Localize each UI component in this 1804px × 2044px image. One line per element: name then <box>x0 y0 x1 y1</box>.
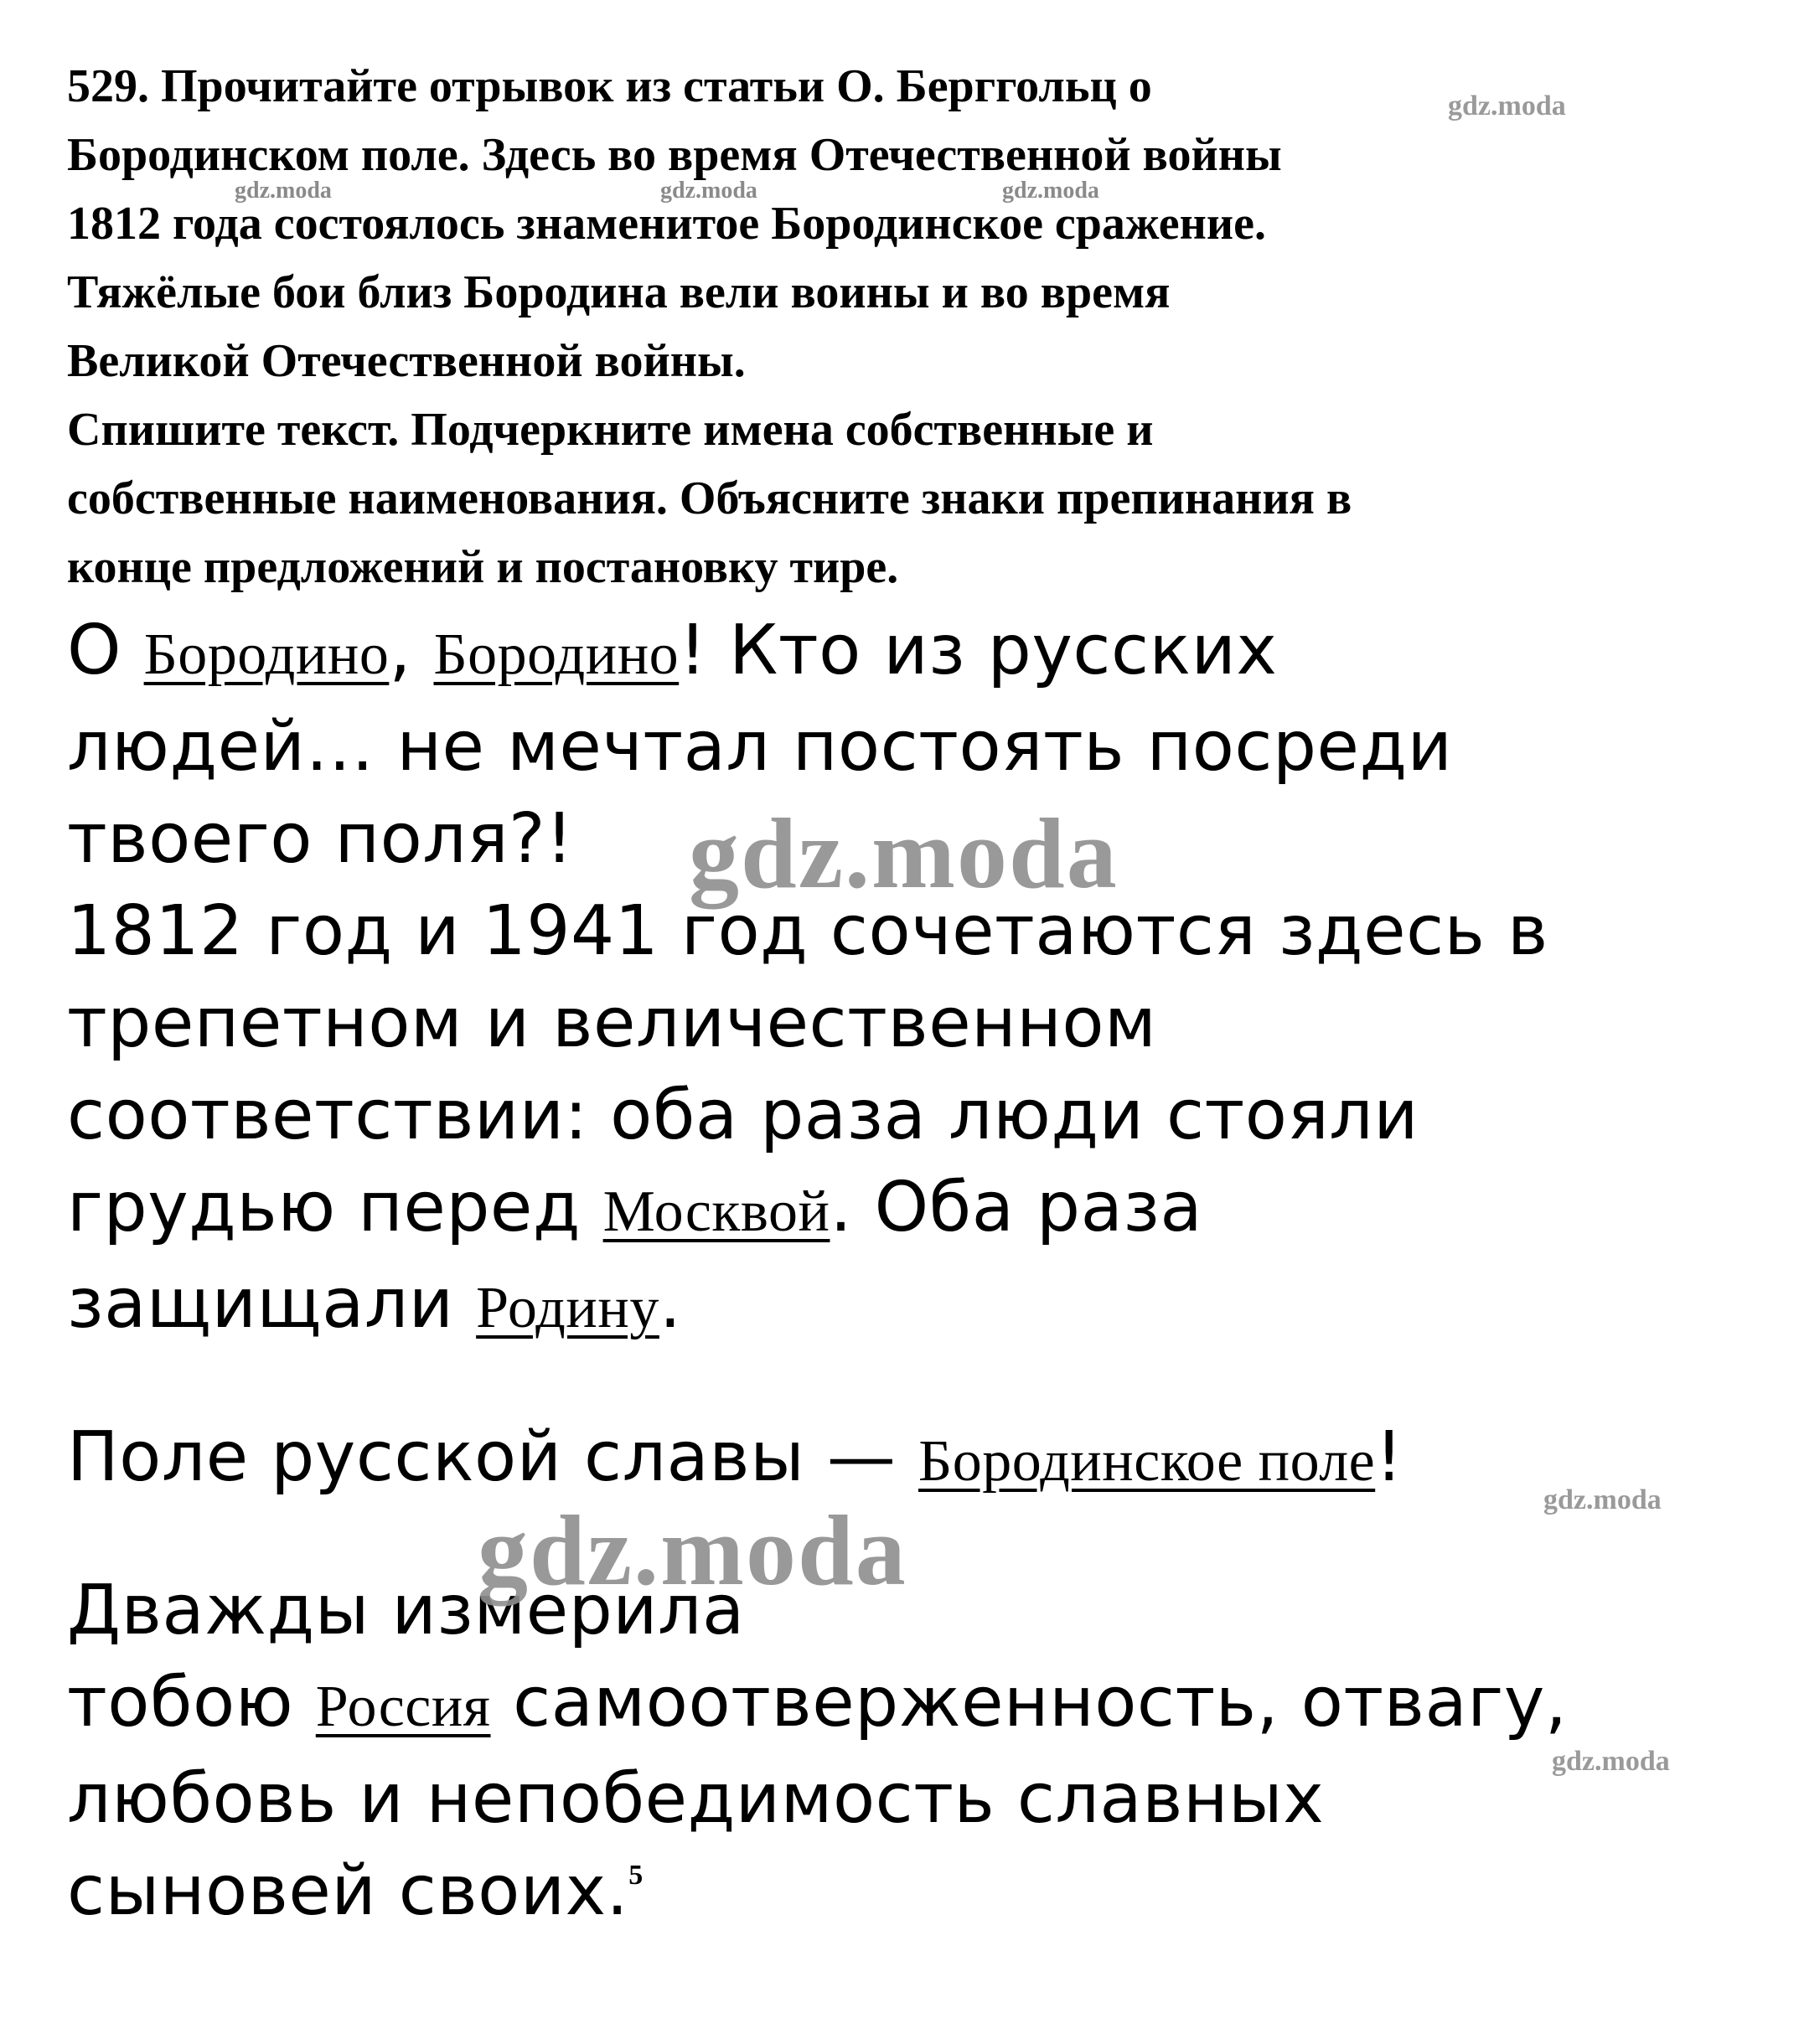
watermark: gdz.moda <box>689 797 1119 909</box>
watermark: gdz.moda <box>1002 178 1099 204</box>
exercise-line: Спишите текст. Подчеркните имена собственные и <box>67 404 1154 456</box>
proper-name-underlined: Бородинское поле <box>918 1429 1376 1494</box>
answer-line: соответствии: оба раза люди стояли <box>67 1076 1419 1155</box>
watermark: gdz.moda <box>1552 1746 1670 1777</box>
answer-line: грудью перед Москвой. Оба раза <box>67 1168 1203 1247</box>
answer-line: Поле русской славы — Бородинское поле! <box>67 1417 1403 1497</box>
watermark: gdz.moda <box>478 1494 907 1606</box>
proper-name-underlined: Бородино <box>143 622 390 687</box>
exercise-line: конце предложений и постановку тире. <box>67 541 899 593</box>
proper-name-underlined: Родину <box>476 1276 659 1340</box>
exercise-line: собственные наименования. Объясните знаки препинания в <box>67 472 1352 524</box>
watermark: gdz.moda <box>235 178 332 204</box>
answer-line: сыновей своих.$^5$ <box>67 1851 644 1931</box>
exercise-line: Бородинском поле. Здесь во время Отечественной войны <box>67 129 1282 181</box>
watermark: gdz.moda <box>1543 1484 1662 1515</box>
exercise-line: 529. Прочитайте отрывок из статьи О. Берггольц о <box>67 60 1152 112</box>
answer-line: тобою Россия самоотверженность, отвагу, <box>67 1663 1568 1742</box>
exercise-line: 1812 года состоялось знаменитое Бородинское сражение. <box>67 198 1267 250</box>
answer-paragraph-2 <box>67 1412 1760 1508</box>
answer-line: трепетном и величественном <box>67 983 1157 1063</box>
proper-name-underlined: Бородино <box>433 622 680 687</box>
answer-line: любовь и непобедимость славных <box>67 1759 1325 1839</box>
footnote-marker: 5 <box>628 1860 644 1891</box>
answer-line: 1812 год и 1941 год сочетаются здесь в <box>67 891 1548 971</box>
proper-name-underlined: Москвой <box>602 1179 830 1244</box>
watermark: gdz.moda <box>1448 90 1566 121</box>
answer-line: О Бородино, Бородино! Кто из русских <box>67 611 1278 690</box>
answer-paragraph-3 <box>67 1565 1760 1938</box>
answer-line: Дважды измерила <box>67 1571 745 1650</box>
exercise-line: Великой Отечественной войны. <box>67 335 746 387</box>
exercise-text <box>67 52 1743 601</box>
answer-line: твоего поля?! <box>67 799 574 879</box>
answer-line: людей… не мечтал постоять посреди <box>67 707 1453 787</box>
answer-line: защищали Родину. <box>67 1264 682 1344</box>
answer-paragraph-1 <box>67 605 1760 1355</box>
exercise-line: Тяжёлые бои близ Бородина вели воины и во время <box>67 266 1171 318</box>
watermark: gdz.moda <box>660 178 757 204</box>
proper-name-underlined: Россия <box>315 1675 491 1739</box>
